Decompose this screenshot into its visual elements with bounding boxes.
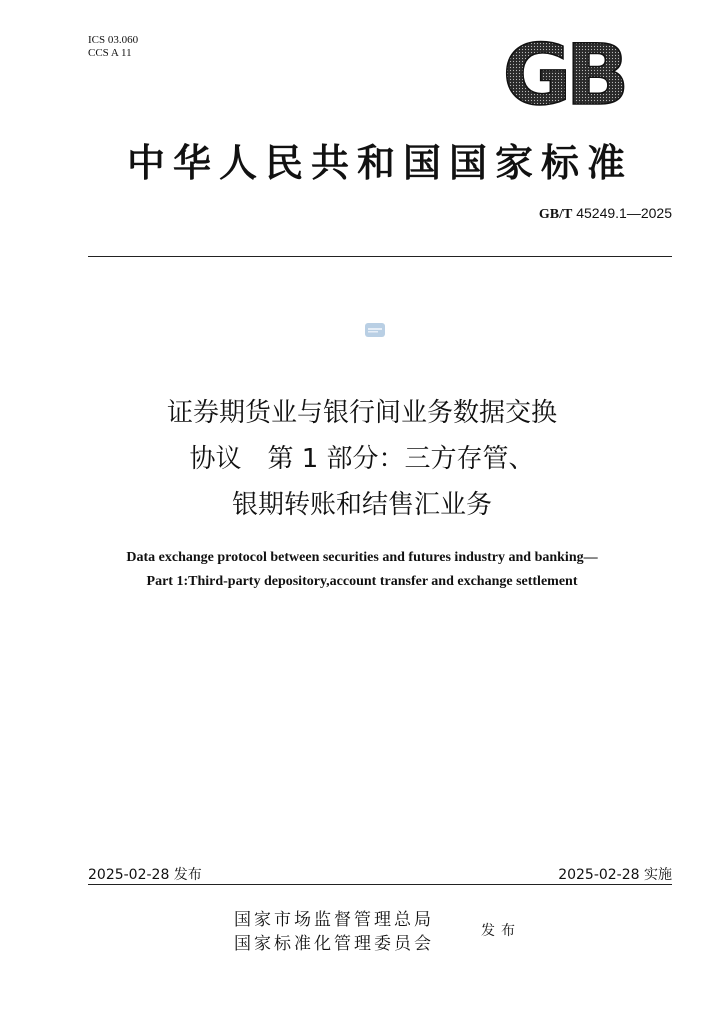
chinese-title — [62, 390, 662, 528]
watermark-stamp-icon — [364, 322, 386, 338]
issuer-samr: 国家市场监督管理总局 — [234, 910, 434, 930]
issuer-sac: 国家标准化管理委员会 — [234, 934, 434, 954]
standard-number-value: 45249.1—2025 — [576, 205, 672, 221]
classification-codes — [88, 34, 138, 60]
standard-type-heading: 中华人民共和国国家标准 — [126, 140, 633, 185]
english-title-line-2: Part 1:Third-party depository,account transfer and exchange settlement — [146, 574, 578, 589]
publish-date: 2025-02-28 发布 — [88, 867, 202, 883]
chinese-title-line-1: 证券期货业与银行间业务数据交换 — [166, 398, 557, 428]
issuing-authorities — [234, 908, 434, 956]
standard-number-prefix: GB/T — [538, 207, 573, 222]
bottom-divider — [88, 884, 672, 885]
ccs-code: CCS A 11 — [88, 47, 132, 59]
standard-number — [539, 205, 672, 223]
gb-logo-text: GB — [502, 36, 624, 112]
implement-date: 2025-02-28 实施 — [558, 867, 672, 883]
chinese-title-line-3: 银期转账和结售汇业务 — [231, 490, 492, 520]
top-divider — [88, 256, 672, 257]
english-title-line-1: Data exchange protocol between securities and futures industry and banking— — [126, 550, 598, 565]
ics-code: ICS 03.060 — [88, 34, 139, 46]
issue-label: 发布 — [481, 923, 521, 939]
chinese-title-line-2: 协议 第 1 部分：三方存管、 — [189, 444, 535, 474]
gb-logo-icon — [488, 36, 638, 112]
english-title — [62, 546, 662, 594]
